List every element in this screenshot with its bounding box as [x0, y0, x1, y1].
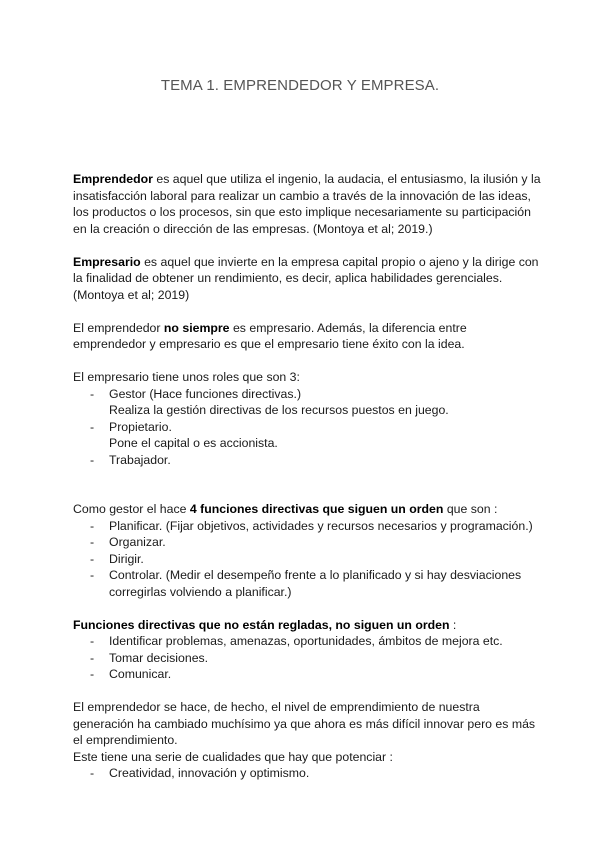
list-item: [73, 386, 543, 419]
role-label: Trabajador.: [109, 452, 171, 467]
paragraph-cierre: El emprendedor se hace, de hecho, el nivel de emprendimiento de nuestra generación ha cambiado muchísimo ya que ahora es más difícil innovar pero es más el emprendimiento.: [73, 700, 536, 747]
role-label: Propietario.: [109, 419, 172, 434]
list-item: - Identificar problemas, amenazas, oportunidades, ámbitos de mejora etc.: [73, 633, 543, 650]
cualidades-intro: Este tiene una serie de cualidades que hay que potenciar :: [73, 749, 393, 764]
role-label: Gestor (Hace funciones directivas.): [109, 386, 302, 401]
definition-empresario: es aquel que invierte en la empresa capital propio o ajeno y la dirige con la finalidad de obtener un rendimiento, es decir, aplica habilidades gerenciales. (Montoya et al; 2019): [73, 254, 539, 302]
role-detail: Pone el capital o es accionista.: [109, 436, 278, 450]
diferencia-bold: no siempre: [163, 320, 230, 335]
list-item: - Creatividad, innovación y optimismo.: [73, 765, 543, 782]
page-title: TEMA 1. EMPRENDEDOR Y EMPRESA.: [160, 77, 440, 94]
funciones-no-regladas-list: [73, 633, 543, 683]
funciones-orden-pre: Como gestor el hace: [73, 502, 190, 516]
funciones-no-regladas-intro: [73, 617, 543, 634]
list-item: [73, 419, 543, 452]
list-item: - Organizar.: [73, 534, 543, 551]
role-detail: Realiza la gestión directivas de los recursos puestos en juego.: [109, 403, 449, 417]
list-item: [73, 452, 543, 469]
diferencia-pre: El emprendedor: [73, 320, 164, 335]
funciones-no-regladas-bold: Funciones directivas que no están regladas, no siguen un orden: [73, 617, 450, 632]
funciones-no-regladas-post: :: [449, 617, 457, 632]
funciones-orden-intro: [73, 501, 543, 518]
list-item: - Tomar decisiones.: [73, 650, 543, 667]
definition-emprendedor: es aquel que utiliza el ingenio, la audacia, el entusiasmo, la ilusión y la insatisfacción laboral para realizar un cambio a través de la innovación de las ideas, los productos o los procesos, sin que esto implique necesariamente su participación en la creación o dirección de las empresas. (Montoya et al; 2019.): [73, 172, 541, 236]
term-empresario: Empresario: [73, 254, 141, 269]
list-item: - Controlar. (Medir el desempeño frente a lo planificado y si hay desviaciones corregirlas volviendo a planificar.): [73, 567, 543, 600]
funciones-orden-list: [73, 518, 543, 601]
term-emprendedor: Emprendedor: [73, 172, 153, 186]
paragraph-emprendedor: [73, 171, 543, 237]
list-item: - Dirigir.: [73, 551, 543, 568]
list-item: - Comunicar.: [73, 666, 543, 683]
list-item: - Planificar. (Fijar objetivos, actividades y recursos necesarios y programación.): [73, 518, 543, 535]
roles-list: [73, 386, 543, 469]
document-body: [73, 171, 543, 782]
paragraph-diferencia: [73, 320, 543, 353]
paragraph-empresario: [73, 254, 543, 304]
roles-intro: El empresario tiene unos roles que son 3:: [73, 370, 300, 384]
diferencia-post: es empresario. Además, la diferencia entre emprendedor y empresario es que el empresario tiene éxito con la idea.: [73, 320, 467, 351]
funciones-orden-bold: 4 funciones directivas que siguen un orden: [189, 502, 444, 516]
funciones-orden-post: que son :: [443, 502, 498, 516]
cualidades-list: [73, 765, 543, 782]
